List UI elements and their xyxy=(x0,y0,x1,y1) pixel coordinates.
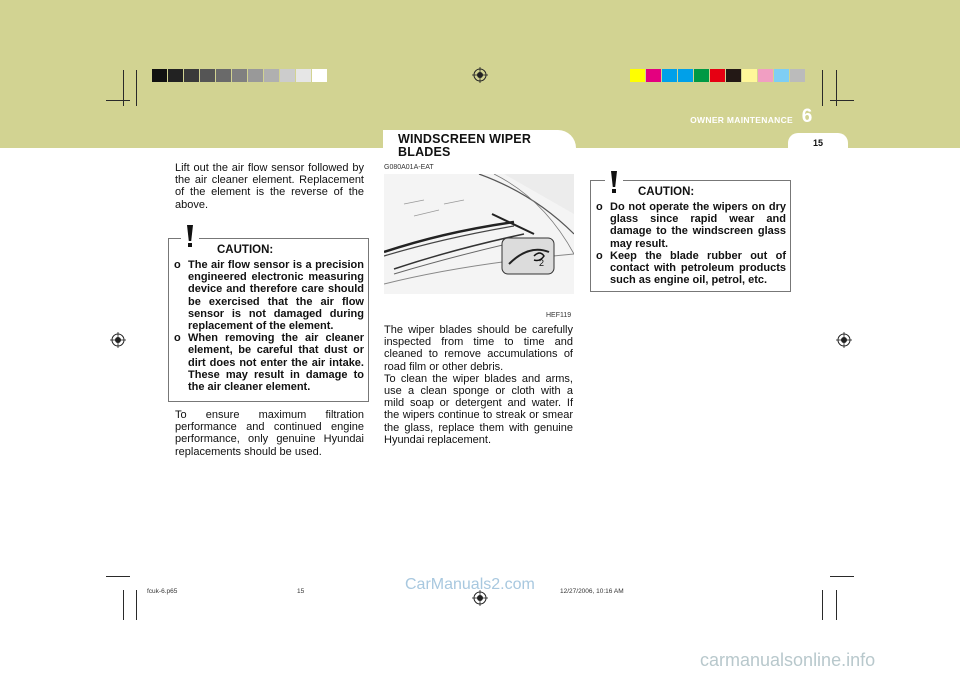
section-title: WINDSCREEN WIPER BLADES xyxy=(398,132,532,159)
calibration-swatch xyxy=(694,69,709,82)
left-outro-text: To ensure maximum filtration performance and continued engine performance, only genuine Hyundai replacements should be used. xyxy=(175,409,364,458)
calibration-swatch xyxy=(200,69,215,82)
calibration-swatch xyxy=(662,69,677,82)
wiper-body-text: The wiper blades should be carefully inspected from time to time and cleaned to remove accumulations of road film or other debris. To clean the wiper blades and arms, use a clean sponge or cloth with a mild soap or detergent and water. If the wipers continue to streak or smear the glass, replace them with genuine Hyundai replacement. xyxy=(384,324,573,446)
calibration-swatch xyxy=(296,69,311,82)
caution-item: o When removing the air cleaner element, be careful that dust or dirt does not enter the air intake. These may result in damage to the air cleaner element. xyxy=(174,332,364,394)
calibration-swatch xyxy=(168,69,183,82)
right-caution-box xyxy=(590,180,791,292)
svg-text:2: 2 xyxy=(539,258,545,268)
left-caution-box xyxy=(168,238,369,402)
registration-mark-icon xyxy=(472,67,488,83)
caution-item: o Do not operate the wipers on dry glass since rapid wear and damage to the windscreen glass may result. xyxy=(596,201,786,250)
calibration-swatch xyxy=(630,69,645,82)
caution-list xyxy=(596,201,786,286)
footer-timestamp: 12/27/2006, 10:16 AM xyxy=(560,588,624,595)
caution-item: o The air flow sensor is a precision engineered electronic measuring device and therefore care should be exercised that the air flow sensor is not damaged during replacement of the element. xyxy=(174,259,364,333)
calibration-swatch xyxy=(264,69,279,82)
calibration-swatch xyxy=(790,69,805,82)
warning-exclamation-icon xyxy=(605,169,623,195)
caution-title: CAUTION: xyxy=(638,186,695,198)
calibration-swatch xyxy=(678,69,693,82)
wiper-blade-diagram-icon xyxy=(384,174,574,294)
page-number: 15 xyxy=(812,138,823,148)
left-intro-text: Lift out the air flow sensor followed by the air cleaner element. Replacement of the element is the reverse of the above. xyxy=(175,162,364,211)
figure-label: HEF119 xyxy=(546,312,572,319)
calibration-swatch xyxy=(758,69,773,82)
caution-item: o Keep the blade rubber out of contact with petroleum products such as engine oil, petrol, etc. xyxy=(596,249,786,287)
calibration-swatch xyxy=(726,69,741,82)
calibration-swatch xyxy=(646,69,661,82)
chapter-label: OWNER MAINTENANCE xyxy=(690,115,793,125)
calibration-swatch xyxy=(152,69,167,82)
calibration-swatch xyxy=(710,69,725,82)
section-code: G080A01A-EAT xyxy=(384,164,434,171)
calibration-swatch xyxy=(248,69,263,82)
calibration-swatch xyxy=(312,69,327,82)
footer-file: fcuk-6.p65 xyxy=(147,588,178,595)
chapter-number: 6 xyxy=(801,106,813,127)
watermark-top[interactable]: CarManuals2.com xyxy=(405,576,535,593)
footer-page: 15 xyxy=(297,588,305,595)
calibration-swatch xyxy=(280,69,295,82)
warning-exclamation-icon xyxy=(181,223,199,249)
watermark-bottom[interactable]: carmanualsonline.info xyxy=(700,650,876,670)
calibration-swatch xyxy=(742,69,757,82)
calibration-swatch xyxy=(774,69,789,82)
wiper-illustration xyxy=(384,174,574,294)
caution-list xyxy=(174,259,364,393)
calibration-swatch xyxy=(232,69,247,82)
caution-title: CAUTION: xyxy=(217,244,274,256)
calibration-swatch xyxy=(216,69,231,82)
calibration-swatch xyxy=(184,69,199,82)
registration-mark-icon xyxy=(836,332,852,348)
registration-mark-icon xyxy=(110,332,126,348)
